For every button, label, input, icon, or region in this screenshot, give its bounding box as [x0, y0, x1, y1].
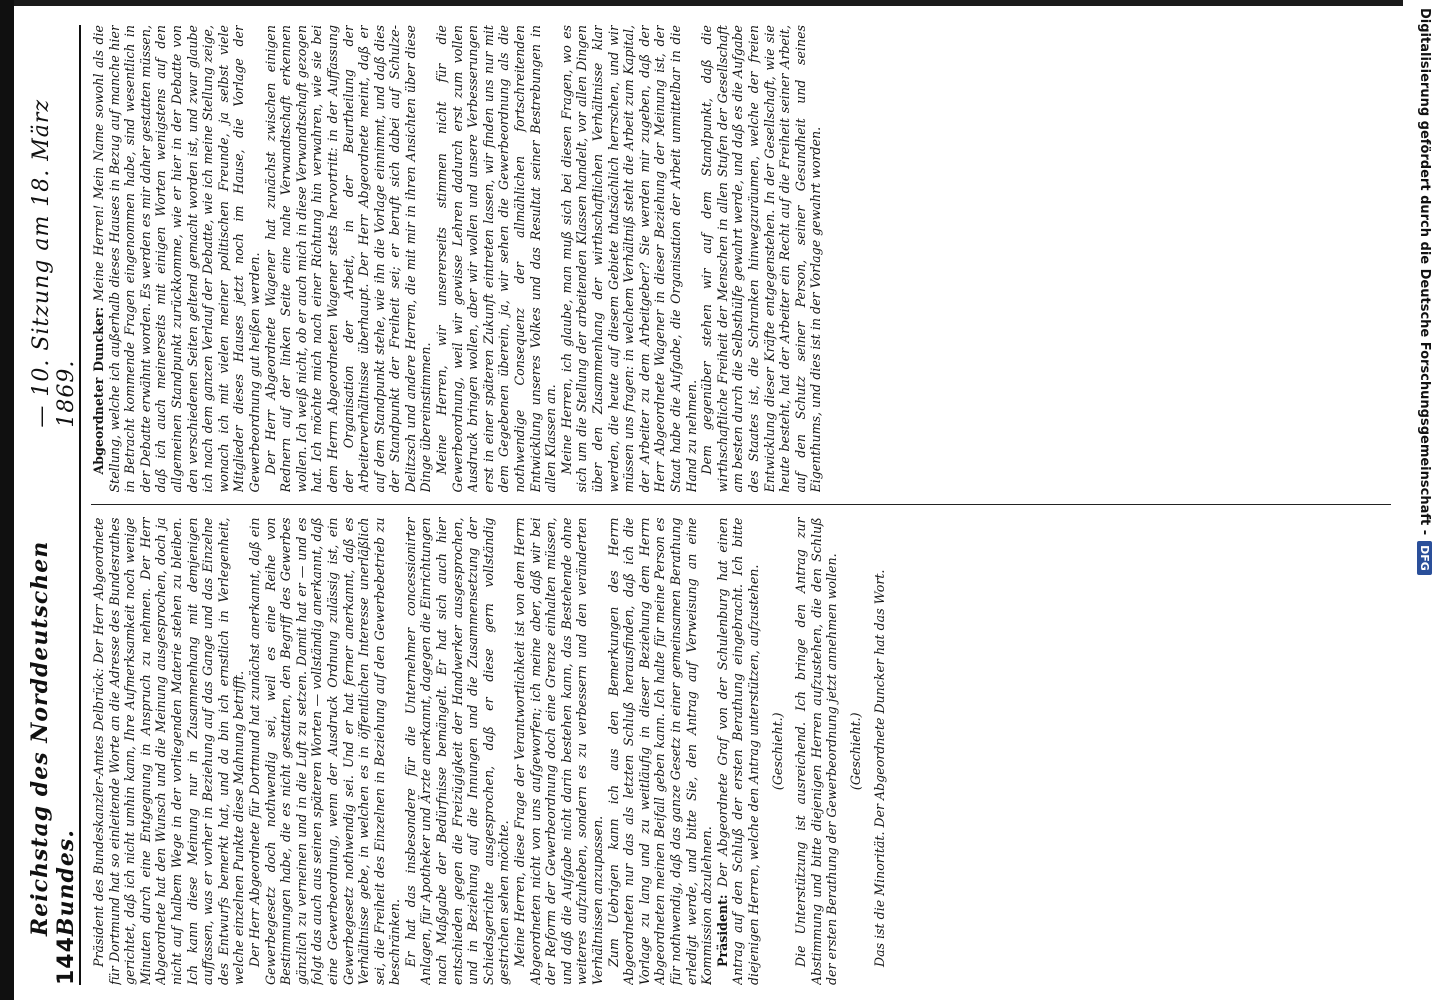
paragraph: [872, 518, 888, 986]
paragraph: [848, 518, 864, 986]
paragraph: [512, 518, 606, 986]
paragraph-text: Das ist die Minorität. Der Abgeordnete Duncker hat das Wort.: [871, 569, 887, 967]
speaker-name: Abgeordneter Duncker:: [91, 306, 106, 475]
session-date: — 10. Sitzung am 18. März 1869.: [29, 98, 79, 428]
paragraph: [263, 25, 435, 493]
paragraph-text: Die Unterstützung ist ausreichend. Ich bringe den Antrag zur Abstimmung und bitte diejenigen Herren aufzustehen, die den Schluß der ersten Berathung der Gewerbeordnung jetzt annehmen wollen.: [793, 517, 840, 985]
paragraph-text: Der Herr Abgeordnete für Dortmund hat zunächst anerkannt, daß ein Gewerbegesetz doch nothwendig sei, weil es eine Reihe von Bestimmungen habe, die es nicht gestatten, den Begriff des Gewerbes gänzlich zu verneinen und in die Luft zu setzen. Damit hat er — und es folgt das auch aus seinen späteren Worten — vollständig anerkannt, daß eine Gewerbeordnung, wenn der Ausdruck Ordnung zulässig ist, ein Gewerbegesetz nothwendig sei. Und er hat ferner anerkannt, daß es Verhältnisse gebe, in welchen es in öffentlichen Interesse unerläßlich sei, die Freiheit des Einzelnen in Beziehung auf den Gewerbebetrieb zu beschränken.: [246, 517, 403, 985]
paragraph-text: (Geschieht.): [847, 712, 863, 791]
paragraph: [793, 518, 840, 986]
right-column: [91, 25, 1391, 493]
paragraph: [91, 518, 247, 986]
paragraph: [559, 25, 699, 493]
paragraph-text: Zum Uebrigen kann ich aus den Bemerkungen des Herrn Abgeordneten nur das als letzten Schluß herausfinden, daß ich die Vorlage zu lang und zu weitläufig in dieser Beziehung dem Herrn Abgeordneten meinen Beifall geben kann. Ich halte für meine Person es für nothwendig, daß das ganze Gesetz in einer gemeinsamen Berathung erledigt werde, und bitte Sie, den Antrag auf Verweisung an eine Kommission abzulehnen.: [605, 517, 715, 985]
paragraph-text: Dem gegenüber stehen wir auf dem Standpunkt, daß die wirthschaftliche Freiheit der Menschen in allen Stufen der Gesellschaft am besten durch die Selbsthülfe gewahrt werde, und daß es die Aufgabe des Staates ist, die Schranken hinwegzuräumen, welche der freien Entwicklung dieser Kräfte entgegenstehen. In der Gesellschaft, wie sie heute besteht, hat der Arbeiter ein Recht auf die Freiheit seiner Arbeit, auf den Schutz seiner Person, seiner Gesundheit und seines Eigenthums, und dies ist in der Vorlage gewahrt worden.: [699, 25, 824, 493]
paragraph: [403, 518, 512, 986]
left-column: [91, 518, 1391, 986]
paragraph-text: Präsident des Bundeskanzler-Amtes Delbrück: Der Herr Abgeordnete für Dortmund hat so einleitende Worte an die Adresse des Bundesrathes gerichtet, daß ich nicht umhin kann, Ihre Aufmerksamkeit noch wenige Minuten durch eine Entgegnung in Anspruch zu nehmen. Der Herr Abgeordnete hat den Wunsch und die Meinung ausgesprochen, doch ja nicht auf halbem Wege in der vorliegenden Materie stehen zu bleiben. Ich kann diese Meinung nur in Zusammenhang mit demjenigen auffassen, was er vorher in Beziehung auf das Gange und das Einzelne des Entwurfs bemerkt hat, und da bin ich ernstlich in Verlegenheit, welche einzelnen Punkte diese Mahnung betrifft.: [91, 517, 247, 985]
page-header: [27, 25, 81, 985]
speaker-name: Präsident:: [714, 894, 730, 967]
dfg-logo: DFG: [1417, 541, 1432, 575]
paragraph-text: Meine Herren! Mein Name sowohl als die Stellung, welche ich außerhalb dieses Hauses in Bezug auf manche hier in Betracht kommende Fragen eingenommen habe, sind wesentlich in der Debatte erwähnt worden. Es werden es mir daher gestatten müssen, daß ich auch meinerseits mit einigen Worten wenigstens auf den allgemeinen Standpunkt zurückkomme, wie er hier in der Debatte von den verschiedenen Seiten geltend gemacht worden ist, und zwar glaube ich nach dem ganzen Verlauf der Debatte, wie ich meine Stellung zeige, wonach ich mit vielen meiner politischen Freunde, ja selbst viele Mitglieder dieses Hauses jetzt noch im Hause, die Vorlage der Gewerbeordnung gut heißen werden.: [91, 25, 262, 493]
paragraph: [606, 518, 715, 986]
paragraph-text: Meine Herren, diese Frage der Verantwortlichkeit ist von dem Herrn Abgeordneten nicht von uns aufgeworfen; ich meine aber, daß wir bei der Reform der Gewerbeordnung doch eine Grenze einhalten müssen, und daß die Aufgabe nicht darin bestehen kann, das Bestehende ohne weiteres aufzuheben, sondern es zu verbessern und den veränderten Verhältnissen anzupassen.: [512, 517, 605, 985]
paragraph-text: Meine Herren, ich glaube, man muß sich bei diesen Fragen, wo es sich um die Stellung der arbeitenden Klassen handelt, vor allen Dingen über den Zusammenhang der wirthschaftlichen Verhältnisse klar werden, die heute auf diesem Gebiete thatsächlich herrschen, und wir müssen uns fragen: in welchem Verhältniß steht die Arbeit zum Kapital, der Arbeiter zu dem Arbeitgeber? Sie werden mir zugeben, daß der Herr Abgeordnete Wagener in dieser Beziehung der Meinung ist, der Staat habe die Aufgabe, die Organisation der Arbeit unmittelbar in die Hand zu nehmen.: [558, 25, 699, 493]
paragraph: [247, 518, 403, 986]
digitization-credit: [1417, 8, 1432, 788]
paragraph-text: Meine Herren, wir unsererseits stimmen nicht für die Gewerbeordnung, weil wir gewisse Lehren dadurch erst zum vollen Ausdruck bringen wollen, aber wir wollen und unsere Verbesserungen erst in einer späteren Zukunft eintreten lassen, wir finden uns nur mit dem Gegebenen überein, ja, wir sehen die Gewerbeordnung als die nothwendige Consequenz der allmählichen fortschreitenden Entwicklung unseres Volkes und das Resultat seiner Bestrebungen in allen Klassen an.: [434, 25, 559, 493]
paragraph: [91, 25, 263, 493]
text-columns: [91, 25, 1391, 985]
scan-edge-left: [0, 0, 14, 1000]
paragraph-text: Er hat das insbesondere für die Unternehmer concessionirter Anlagen, für Apotheker und Ärzte anerkannt, dagegen die Einrichtungen nach Maßgabe der Bedürfnisse bemängelt. Er hat sich auch hier entschieden gegen die Freizügigkeit der Handwerker ausgesprochen, und in Beziehung auf die Innungen und die Zusammensetzung der Schiedsgerichte ausgesprochen, daß er diese gern vollständig gestrichen sehen möchte.: [402, 517, 512, 985]
paragraph: [770, 518, 786, 986]
credit-text: Digitalisierung gefördert durch die Deutsche Forschungsgemeinschaft -: [1417, 8, 1432, 536]
page-number: 144: [54, 936, 79, 985]
column-divider: [91, 505, 1391, 506]
paragraph-text: Der Abgeordnete Graf von der Schulenburg hat einen Antrag auf den Schluß der ersten Berathung eingebracht. Ich bitte diejenigen Herren, welche den Antrag unterstützen, aufzustehen.: [714, 517, 761, 985]
paragraph-text: Der Herr Abgeordnete Wagener hat zunächst zwischen einigen Rednern auf der linken Seite eine nahe Verwandtschaft erkennen wollen. Ich weiß nicht, ob er auch mich in diese Verwandtschaft gezogen hat. Ich möchte mich nach einer Richtung hin verwahren, wie sie bei dem Herrn Abgeordneten Wagener stets hervortritt: in der Auffassung der Organisation der Arbeit, in der Beurtheilung der Arbeiterverhältnisse überhaupt. Der Herr Abgeordnete meint, daß er auf dem Standpunkt stehe, wie ihn die Vorlage einnimmt, und daß dies der Standpunkt der Freiheit sei; er beruft sich dabei auf Schulze-Delitzsch und andere Herren, die mit mir in ihren Ansichten über diese Dinge übereinstimmen.: [262, 25, 434, 493]
running-title: Reichstag des Norddeutschen Bundes.: [27, 540, 79, 937]
rotated-page: [27, 25, 1400, 985]
paragraph-text: (Geschieht.): [769, 712, 785, 791]
paragraph: [699, 25, 824, 493]
paragraph: [434, 25, 559, 493]
paragraph: [715, 518, 762, 986]
scan-edge-top: [0, 0, 1432, 6]
